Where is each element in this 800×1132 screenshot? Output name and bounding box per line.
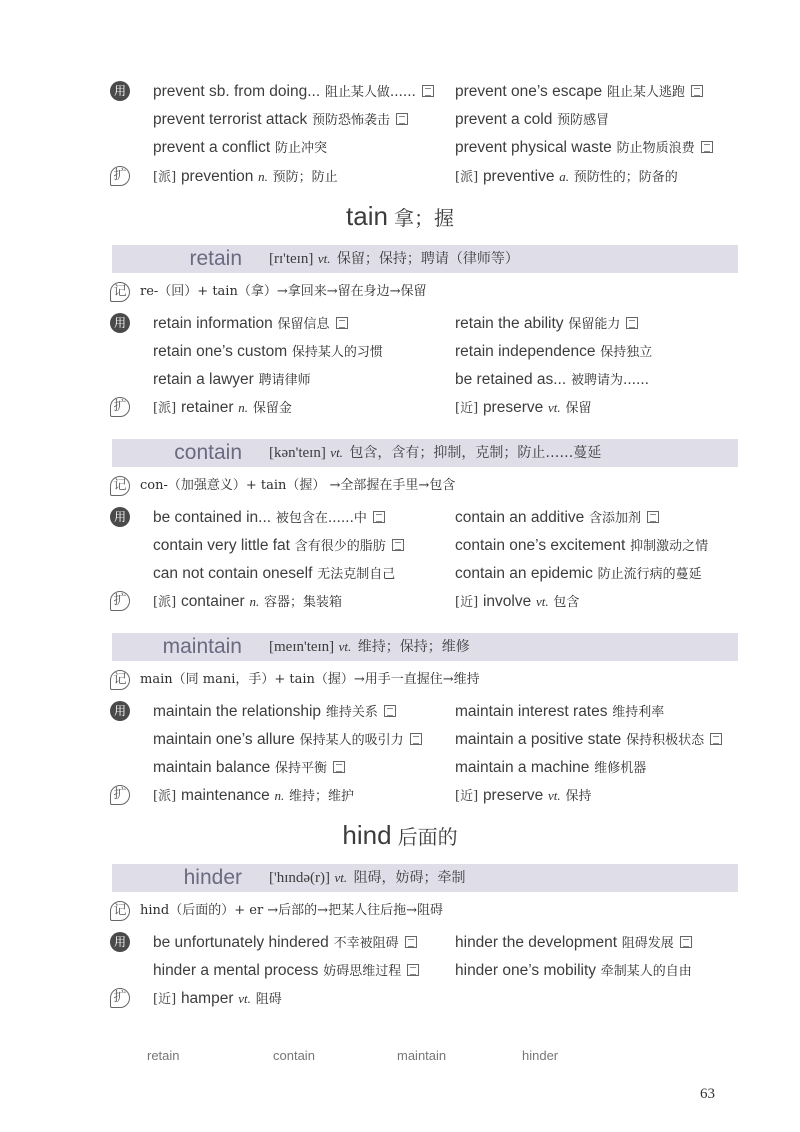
headword: retain: [189, 247, 242, 270]
audio-icon: [405, 936, 417, 948]
memory-icon: 记: [110, 901, 130, 921]
expand-row: 扩 [派] retainer n. 保留金 [近] preserve vt. 保留: [0, 393, 800, 421]
usage-row: hinder a mental process 妨碍思维过程 hinder one’s mobility 牵制某人的自由: [153, 962, 692, 979]
definition: 保留；保持；聘请（律师等）: [336, 251, 519, 267]
expand-row: 扩 [近] hamper vt. 阻碍: [0, 984, 800, 1012]
headword: maintain: [162, 635, 242, 658]
audio-icon: [410, 733, 422, 745]
headword-bar-contain: contain [kən'teɪn] vt. 包含，含有；抑制，克制；防止……蔓延: [112, 439, 738, 467]
headword-bar-maintain: maintain [meɪn'teɪn] vt. 维持；保持；维修: [112, 633, 738, 661]
audio-icon: [384, 705, 396, 717]
memory-icon: 记: [110, 476, 130, 496]
expand-icon: 扩: [110, 785, 130, 805]
audio-icon: [407, 964, 419, 976]
definition: 阻碍，妨碍；牵制: [353, 870, 466, 886]
usage-icon: 用: [110, 313, 130, 333]
definition: 包含，含有；抑制，克制；防止……蔓延: [349, 445, 602, 461]
memory-row: 记 main（同 mani，手）+ tain（握）→用手一直握住→维持: [0, 666, 800, 694]
memory-row: 记 re-（回）+ tain（拿）→拿回来→留在身边→保留: [0, 278, 800, 306]
footer-word-list: [0, 1048, 800, 1070]
usage-row: 用 retain information 保留信息 retain the ability 保留能力: [0, 309, 800, 337]
headword: hinder: [183, 866, 242, 889]
usage-row: 用 be contained in... 被包含在……中 contain an additive 含添加剂: [0, 503, 800, 531]
usage-row: maintain balance 保持平衡 maintain a machine 维修机器: [153, 759, 647, 776]
usage-row: 用 prevent sb. from doing... 阻止某人做…… prevent one’s escape 阻止某人逃跑: [0, 77, 800, 105]
expand-row: 扩 [派] container n. 容器；集装箱 [近] involve vt. 包含: [0, 587, 800, 615]
usage-row: 用 be unfortunately hindered 不幸被阻碍 hinder the development 阻碍发展: [0, 928, 800, 956]
headword-bar-hinder: hinder ['hɪndə(r)] vt. 阻碍，妨碍；牵制: [112, 864, 738, 892]
expand-row: 扩 [派] prevention n. 预防；防止 [派] preventive a. 预防性的；防备的: [0, 162, 800, 190]
root-heading-hind: hind 后面的: [342, 820, 458, 850]
footer-word: hinder: [522, 1048, 559, 1063]
audio-icon: [333, 761, 345, 773]
footer-word: retain: [147, 1048, 180, 1063]
audio-icon: [710, 733, 722, 745]
phonetic: [kən'teɪn]: [269, 445, 326, 461]
footer-word: maintain: [397, 1048, 447, 1063]
usage-row: maintain one’s allure 保持某人的吸引力 maintain a positive state 保持积极状态: [0, 725, 800, 753]
audio-icon: [336, 317, 348, 329]
expand-icon: 扩: [110, 166, 130, 186]
audio-icon: [392, 539, 404, 551]
memory-row: 记 con-（加强意义）+ tain（握） →全部握在手里→包含: [0, 472, 800, 500]
expand-icon: 扩: [110, 397, 130, 417]
audio-icon: [691, 85, 703, 97]
expand-icon: 扩: [110, 988, 130, 1008]
audio-icon: [396, 113, 408, 125]
memory-icon: 记: [110, 282, 130, 302]
memory-row: 记 hind（后面的）+ er →后部的→把某人往后拖→阻碍: [0, 897, 800, 925]
usage-row: retain one’s custom 保持某人的习惯 retain independence 保持独立: [153, 343, 653, 360]
usage-icon: 用: [110, 932, 130, 952]
usage-icon: 用: [110, 81, 130, 101]
usage-row: can not contain oneself 无法克制自己 contain an epidemic 防止流行病的蔓延: [153, 565, 702, 582]
usage-row: retain a lawyer 聘请律师 be retained as... 被聘请为……: [153, 371, 649, 388]
phonetic: ['hɪndə(r)]: [269, 870, 331, 886]
phonetic: [meɪn'teɪn]: [269, 639, 335, 655]
usage-row: prevent terrorist attack 预防恐怖袭击 prevent a cold 预防感冒: [153, 111, 610, 128]
headword: contain: [174, 441, 242, 464]
phonetic: [rɪ'teɪn]: [269, 251, 314, 267]
memory-icon: 记: [110, 670, 130, 690]
usage-row: 用 maintain the relationship 维持关系 maintain interest rates 维持利率: [0, 697, 800, 725]
audio-icon: [647, 511, 659, 523]
audio-icon: [373, 511, 385, 523]
usage-icon: 用: [110, 507, 130, 527]
audio-icon: [626, 317, 638, 329]
audio-icon: [422, 85, 434, 97]
footer-word: contain: [273, 1048, 315, 1063]
root-heading-tain: tain 拿；握: [346, 201, 454, 231]
headword-bar-retain: retain [rɪ'teɪn] vt. 保留；保持；聘请（律师等）: [112, 245, 738, 273]
page-number: 63: [700, 1086, 715, 1102]
audio-icon: [680, 936, 692, 948]
usage-row: prevent a conflict 防止冲突 prevent physical waste 防止物质浪费: [0, 133, 800, 161]
usage-row: contain very little fat 含有很少的脂肪 contain one’s excitement 抑制激动之情: [153, 537, 709, 554]
expand-row: 扩 [派] maintenance n. 维持；维护 [近] preserve vt. 保持: [0, 781, 800, 809]
audio-icon: [701, 141, 713, 153]
usage-icon: 用: [110, 701, 130, 721]
expand-icon: 扩: [110, 591, 130, 611]
definition: 维持；保持；维修: [357, 639, 470, 655]
